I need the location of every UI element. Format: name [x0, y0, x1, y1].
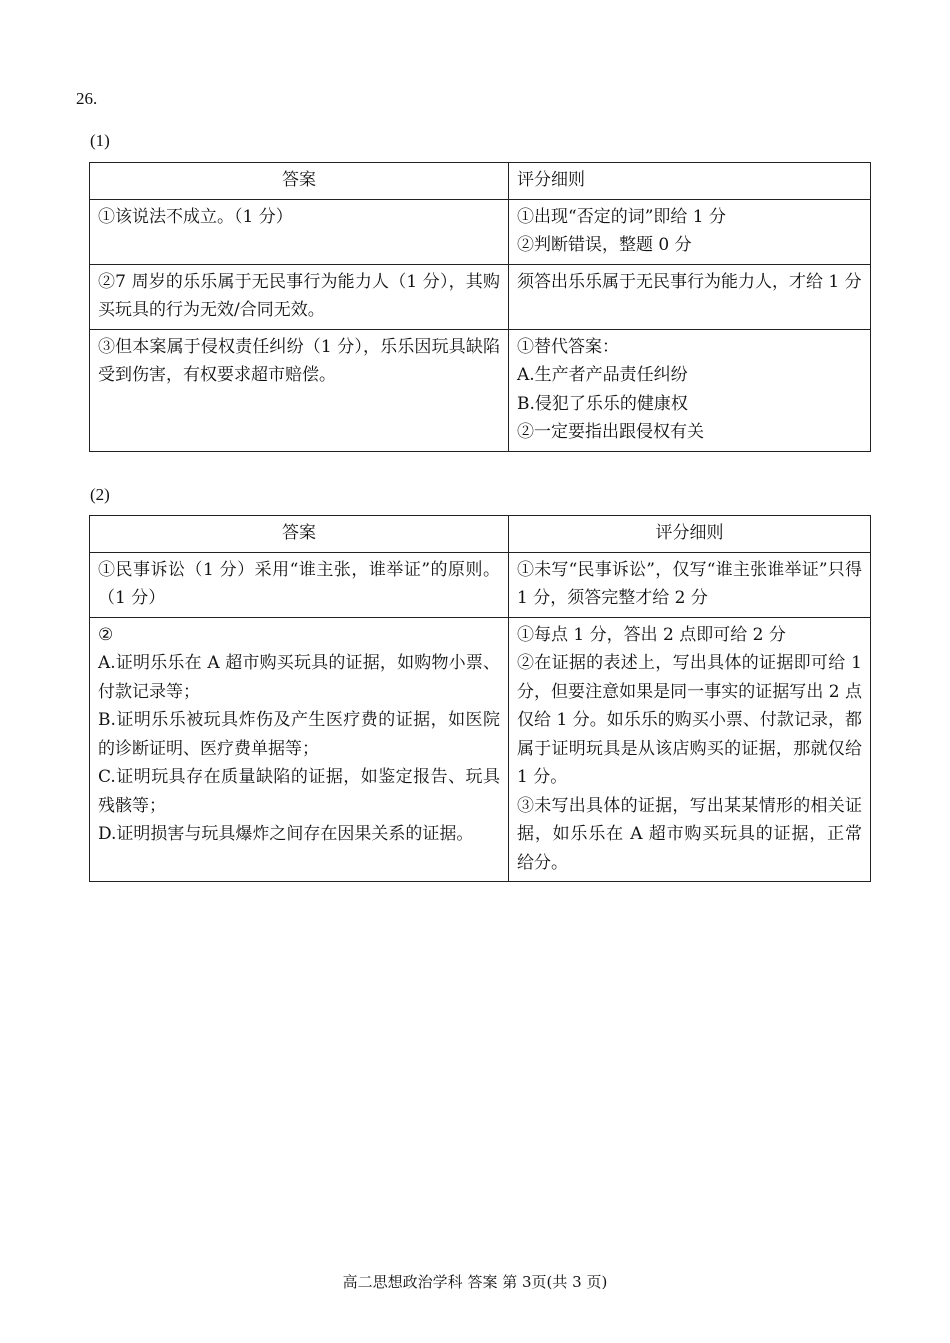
rubric-line: ①未写“民事诉讼”，仅写“谁主张谁举证”只得 1 分，须答完整才给 2 分: [517, 559, 862, 608]
rubric-line: ②在证据的表述上，写出具体的证据即可给 1 分，但要注意如果是同一事实的证据写出 2 点仅给 1 分。如乐乐的购买小票、付款记录，都属于证明玩具是从该店购买的证据，那就仅给 1 分。: [517, 653, 862, 787]
part2-label: (2): [90, 485, 110, 504]
question-number: 26.: [76, 89, 98, 108]
header-rubric: 评分细则: [509, 516, 871, 553]
table-row: [90, 329, 871, 451]
rubric-line: ③未写出具体的证据，写出某某情形的相关证据，如乐乐在 A 超市购买玩具的证据，正常给分。: [517, 795, 862, 873]
rubric-cell: [509, 617, 871, 882]
part1-label: (1): [90, 131, 110, 150]
rubric-cell: [509, 552, 871, 617]
answer-line: ①民事诉讼（1 分）采用“谁主张，谁举证”的原则。（1 分）: [98, 559, 500, 608]
table-row: [90, 617, 871, 882]
answer-line: D.证明损害与玩具爆炸之间存在因果关系的证据。: [98, 824, 474, 844]
answer-line: ②: [98, 624, 114, 645]
answer-cell: [90, 264, 509, 329]
answer-line: ②7 周岁的乐乐属于无民事行为能力人（1 分），其购买玩具的行为无效/合同无效。: [98, 271, 500, 320]
rubric-cell: [509, 329, 871, 451]
rubric-line: ②判断错误，整题 0 分: [517, 235, 692, 255]
rubric-line: ①替代答案：: [517, 336, 619, 357]
page-footer: 高二思想政治学科 答案 第 3页(共 3 页): [342, 1273, 608, 1291]
header-answer: 答案: [90, 516, 509, 553]
answer-cell: [90, 617, 509, 882]
table-row: [90, 264, 871, 329]
answer-line: ①该说法不成立。（1 分）: [98, 206, 293, 227]
header-answer: 答案: [90, 163, 509, 200]
header-rubric: 评分细则: [509, 163, 871, 200]
part2-table: [89, 515, 871, 882]
answer-line: B.证明乐乐被玩具炸伤及产生医疗费的证据，如医院的诊断证明、医疗费单据等；: [98, 710, 500, 759]
table-row: [90, 552, 871, 617]
rubric-line: ②一定要指出跟侵权有关: [517, 422, 704, 442]
part1-table: [89, 162, 871, 452]
rubric-line: ①每点 1 分，答出 2 点即可给 2 分: [517, 624, 786, 645]
rubric-line: A.生产者产品责任纠纷: [517, 365, 688, 385]
answer-line: A.证明乐乐在 A 超市购买玩具的证据，如购物小票、付款记录等；: [98, 653, 500, 702]
rubric-cell: [509, 199, 871, 264]
rubric-line: B.侵犯了乐乐的健康权: [517, 393, 688, 414]
table-row: [90, 199, 871, 264]
table-header-row: [90, 163, 871, 200]
table-header-row: [90, 516, 871, 553]
answer-cell: [90, 552, 509, 617]
answer-line: ③但本案属于侵权责任纠纷（1 分），乐乐因玩具缺陷受到伤害，有权要求超市赔偿。: [98, 336, 500, 385]
rubric-line: ①出现“否定的词”即给 1 分: [517, 206, 727, 227]
rubric-line: 须答出乐乐属于无民事行为能力人，才给 1 分: [517, 271, 862, 292]
answer-line: C.证明玩具存在质量缺陷的证据，如鉴定报告、玩具残骸等；: [98, 767, 500, 816]
answer-cell: [90, 199, 509, 264]
answer-cell: [90, 329, 509, 451]
rubric-cell: [509, 264, 871, 329]
